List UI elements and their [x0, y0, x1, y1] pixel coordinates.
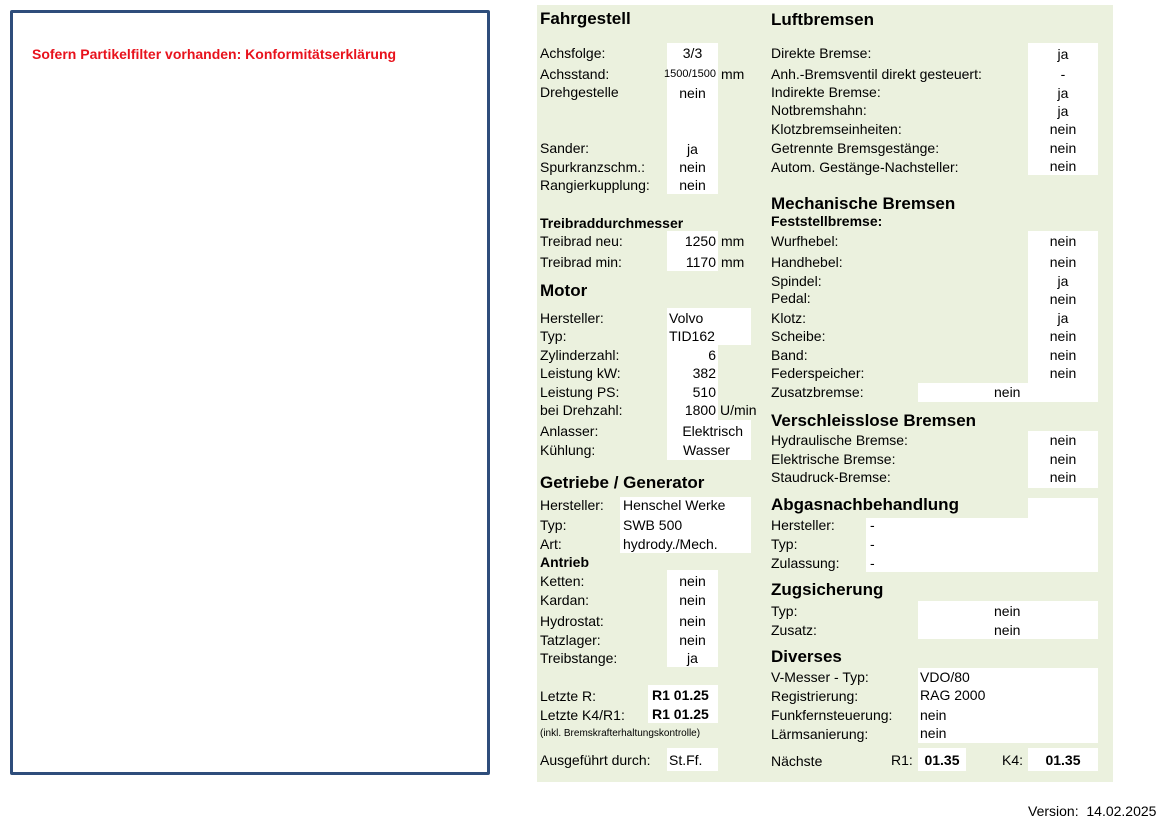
drehgestelle-value: nein	[679, 85, 706, 101]
ketten-value: nein	[679, 573, 706, 589]
registrierung-label: Registrierung:	[771, 688, 859, 704]
ausgefuehrt-value: St.Ff.	[669, 752, 703, 768]
hydrostat-label: Hydrostat:	[540, 613, 604, 629]
getriebe-typ-value: SWB 500	[623, 517, 683, 533]
sander-label: Sander:	[540, 140, 590, 156]
notbrems-label: Notbremshahn:	[771, 102, 867, 118]
naechste-k4-value: 01.35	[1045, 752, 1081, 768]
klotz-label: Klotz:	[771, 310, 807, 326]
indirekt-label: Indirekte Bremse:	[771, 84, 881, 100]
pedal-value: nein	[1049, 291, 1077, 307]
zugsicherung-typ-label: Typ:	[771, 603, 798, 619]
getrennt-value: nein	[1049, 140, 1077, 156]
kuehlung-label: Kühlung:	[540, 442, 596, 458]
achsstand-value: 1500/1500	[664, 68, 716, 80]
ausgefuehrt-label: Ausgeführt durch:	[540, 752, 651, 768]
klotz-value: ja	[1057, 310, 1069, 326]
autom-value: nein	[1049, 158, 1077, 174]
drehzahl-value: 1800	[684, 402, 716, 418]
motor-typ-label: Typ:	[540, 328, 567, 344]
feststellbremse-heading: Feststellbremse:	[771, 213, 883, 229]
getriebe-hersteller-label: Hersteller:	[540, 497, 604, 513]
fahrgestell-heading: Fahrgestell	[540, 9, 631, 28]
abgas-hersteller-value: -	[870, 517, 875, 533]
klotzbrems-label: Klotzbremseinheiten:	[771, 121, 902, 137]
vmesser-label: V-Messer - Typ:	[771, 669, 869, 685]
funk-value: nein	[920, 707, 947, 723]
spurkranz-value: nein	[679, 159, 706, 175]
abgas-heading: Abgasnachbehandlung	[771, 495, 959, 514]
antrieb-heading: Antrieb	[540, 554, 589, 570]
version-info	[1028, 803, 1156, 819]
wurfhebel-label: Wurfhebel:	[771, 233, 839, 249]
letzte-r-label: Letzte R:	[540, 688, 597, 704]
drehzahl-unit: U/min	[720, 402, 757, 418]
treibstange-value: ja	[687, 650, 698, 666]
achsfolge-label: Achsfolge:	[540, 45, 606, 61]
leistung-ps-value: 510	[692, 384, 716, 400]
zugsicherung-zusatz-value: nein	[994, 622, 1021, 638]
anh-value: -	[1060, 66, 1066, 82]
diverses-heading: Diverses	[771, 647, 842, 666]
federspeicher-label: Federspeicher:	[771, 365, 865, 381]
motor-hersteller-value: Volvo	[669, 310, 704, 326]
staudruck-value: nein	[1049, 469, 1077, 485]
anlasser-value: Elektrisch	[682, 423, 743, 439]
rangier-value: nein	[679, 177, 706, 193]
notbrems-value: ja	[1057, 103, 1069, 119]
hydrostat-value: nein	[679, 613, 706, 629]
handhebel-label: Handhebel:	[771, 254, 843, 270]
wurfhebel-value: nein	[1049, 233, 1077, 249]
anlasser-label: Anlasser:	[540, 423, 599, 439]
achsstand-label: Achsstand:	[540, 66, 610, 82]
treibrad-min-unit: mm	[721, 254, 745, 270]
sander-value: ja	[687, 141, 698, 157]
pedal-label: Pedal:	[771, 290, 811, 306]
abgas-value-box	[866, 518, 1098, 572]
achsstand-unit: mm	[721, 66, 745, 82]
leistung-kw-value: 382	[692, 365, 716, 381]
motor-hersteller-label: Hersteller:	[540, 310, 604, 326]
zusatzbremse-label: Zusatzbremse:	[771, 384, 864, 400]
scheibe-value: nein	[1049, 328, 1077, 344]
rangier-label: Rangierkupplung:	[540, 177, 650, 193]
getriebe-heading: Getriebe / Generator	[540, 473, 705, 492]
drehzahl-label: bei Drehzahl:	[540, 402, 623, 418]
tatzlager-label: Tatzlager:	[540, 632, 601, 648]
federspeicher-value: nein	[1049, 365, 1077, 381]
abgas-typ-label: Typ:	[771, 536, 798, 552]
abgas-hersteller-label: Hersteller:	[771, 517, 835, 533]
motor-heading: Motor	[540, 281, 588, 300]
staudruck-label: Staudruck-Bremse:	[771, 469, 891, 485]
treibrad-min-label: Treibrad min:	[540, 254, 622, 270]
treibrad-min-value: 1170	[685, 254, 716, 270]
getriebe-art-value: hydrody./Mech.	[623, 536, 718, 552]
treibrad-neu-label: Treibrad neu:	[540, 233, 623, 249]
zugsicherung-heading: Zugsicherung	[771, 580, 884, 599]
hydraulisch-label: Hydraulische Bremse:	[771, 432, 908, 448]
spurkranz-label: Spurkranzschm.:	[540, 159, 646, 175]
drehgestelle-label: Drehgestelle	[540, 84, 619, 100]
version-value: 14.02.2025	[1086, 803, 1157, 819]
laerm-value: nein	[920, 725, 947, 741]
band-label: Band:	[771, 347, 808, 363]
autom-label: Autom. Gestänge-Nachsteller:	[771, 159, 959, 175]
ketten-label: Ketten:	[540, 573, 585, 589]
laerm-label: Lärmsanierung:	[771, 726, 869, 742]
leistung-kw-label: Leistung kW:	[540, 365, 621, 381]
treibstange-label: Treibstange:	[540, 650, 618, 666]
spindel-value: ja	[1057, 273, 1069, 289]
elektrisch-value: nein	[1049, 451, 1077, 467]
treibrad-neu-unit: mm	[721, 233, 745, 249]
getriebe-typ-label: Typ:	[540, 517, 567, 533]
document-frame	[10, 10, 490, 775]
naechste-r1-value: 01.35	[924, 752, 960, 768]
mechanisch-heading: Mechanische Bremsen	[771, 194, 956, 213]
band-value: nein	[1049, 347, 1077, 363]
getriebe-art-label: Art:	[540, 536, 562, 552]
treibrad-heading: Treibraddurchmesser	[540, 215, 684, 231]
direkt-label: Direkte Bremse:	[771, 45, 872, 61]
particle-filter-notice: Sofern Partikelfilter vorhanden: Konformitätserklärung	[32, 46, 397, 62]
naechste-label: Nächste	[771, 753, 823, 769]
getriebe-hersteller-value: Henschel Werke	[623, 497, 726, 513]
luftbremsen-heading: Luftbremsen	[771, 10, 874, 29]
indirekt-value: ja	[1057, 85, 1069, 101]
zylinder-label: Zylinderzahl:	[540, 347, 620, 363]
treibrad-neu-value: 1250	[684, 233, 716, 249]
registrierung-value: RAG 2000	[920, 687, 986, 703]
leistung-ps-label: Leistung PS:	[540, 384, 620, 400]
kardan-label: Kardan:	[540, 592, 590, 608]
abgas-zulassung-label: Zulassung:	[771, 555, 840, 571]
letzte-k4-value: R1 01.25	[652, 706, 709, 722]
spindel-label: Spindel:	[771, 273, 822, 289]
kuehlung-value: Wasser	[683, 442, 730, 458]
abgas-typ-value: -	[870, 536, 875, 552]
letzte-k4-label: Letzte K4/R1:	[540, 707, 625, 723]
letzte-r-value: R1 01.25	[652, 687, 709, 703]
zylinder-value: 6	[708, 347, 716, 363]
scheibe-label: Scheibe:	[771, 328, 826, 344]
kardan-value: nein	[679, 592, 706, 608]
zugsicherung-zusatz-label: Zusatz:	[771, 622, 817, 638]
getrennt-label: Getrennte Bremsgestänge:	[771, 140, 940, 156]
zusatzbremse-value: nein	[994, 384, 1021, 400]
tatzlager-value: nein	[679, 632, 706, 648]
klotzbrems-value: nein	[1049, 121, 1077, 137]
verschleiss-heading: Verschleisslose Bremsen	[771, 411, 977, 430]
version-label: Version:	[1028, 803, 1079, 819]
direkt-value: ja	[1057, 46, 1069, 62]
naechste-r1-label: R1:	[891, 752, 913, 768]
handhebel-value: nein	[1049, 254, 1077, 270]
vmesser-value: VDO/80	[920, 669, 970, 685]
motor-typ-value: TID162	[669, 328, 715, 344]
abgas-header-box	[1028, 498, 1098, 518]
zugsicherung-typ-value: nein	[994, 603, 1021, 619]
abgas-zulassung-value: -	[870, 555, 875, 571]
elektrisch-label: Elektrische Bremse:	[771, 451, 896, 467]
bremskraft-note: (inkl. Bremskrafterhaltungskontrolle)	[540, 728, 701, 739]
achsfolge-value: 3/3	[682, 45, 703, 61]
anh-label: Anh.-Bremsventil direkt gesteuert:	[771, 66, 982, 82]
funk-label: Funkfernsteuerung:	[771, 707, 893, 723]
hydraulisch-value: nein	[1049, 432, 1077, 448]
naechste-k4-label: K4:	[1002, 752, 1024, 768]
